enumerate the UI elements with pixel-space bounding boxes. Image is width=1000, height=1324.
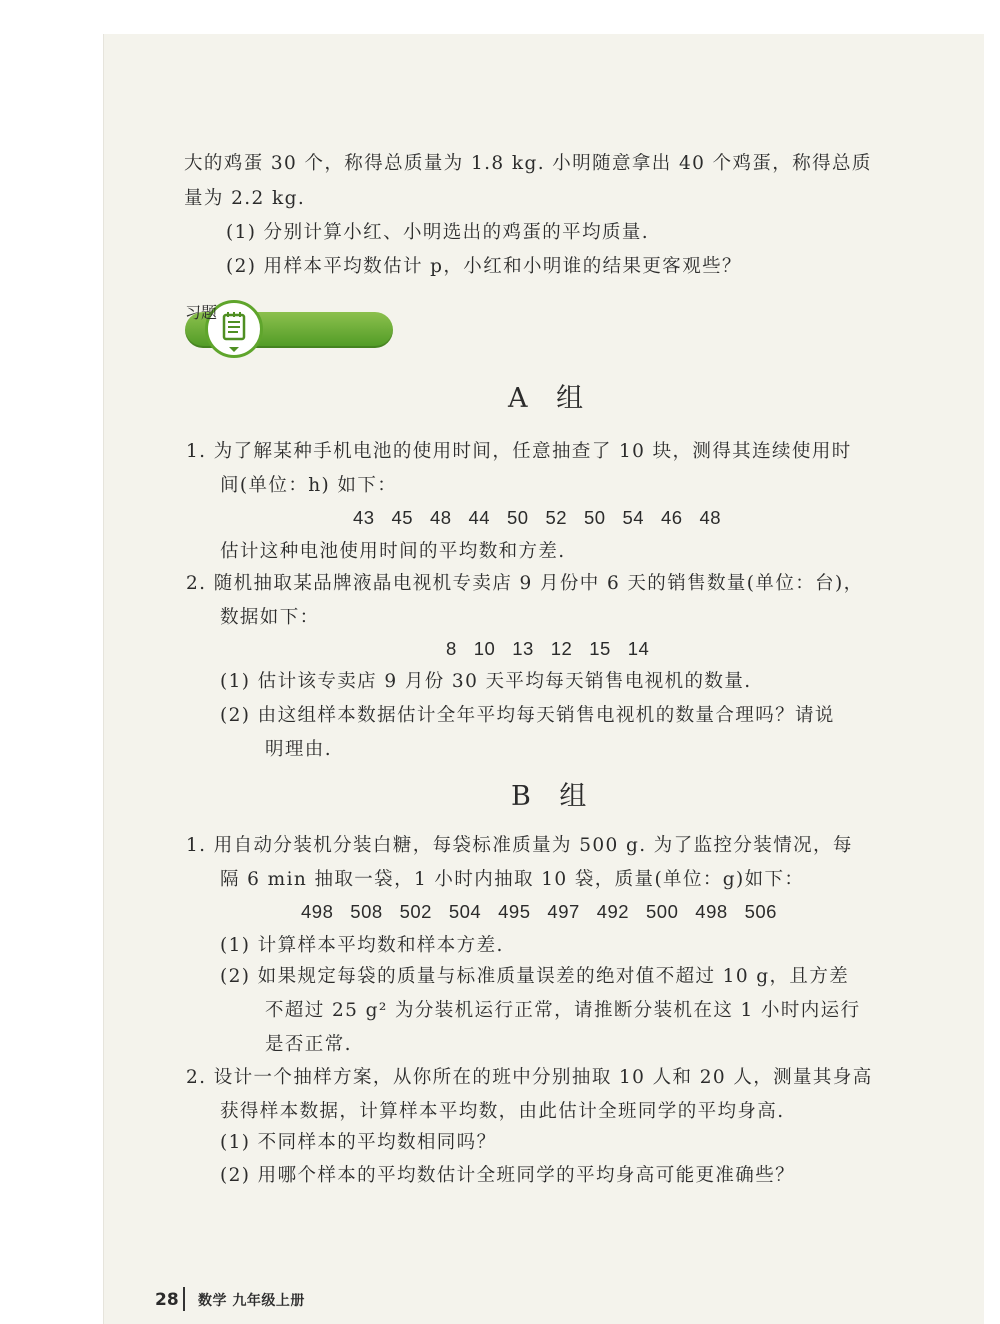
a2-line-2: 数据如下： [220,607,320,628]
b2-line-2: 获得样本数据，计算样本平均数，由此估计全班同学的平均身高. [220,1101,785,1122]
group-a-title: A 组 [508,383,594,414]
b1-data: 498 508 502 504 495 497 492 500 498 506 [301,901,777,922]
footer-divider [183,1287,185,1311]
group-b-title: B 组 [511,781,597,812]
a2-question-2-line-1: (2) 由这组样本数据估计全年平均每天销售电视机的数量合理吗？请说 [220,705,835,726]
a2-line-1: 2. 随机抽取某品牌液晶电视机专卖店 9 月份中 6 天的销售数量(单位：台)， [186,573,864,594]
a1-line-1: 1. 为了解某种手机电池的使用时间，任意抽查了 10 块，测得其连续使用时 [186,441,852,462]
intro-question-1: (1) 分别计算小红、小明选出的鸡蛋的平均质量. [226,222,650,243]
banner-label: 习题 [185,303,218,322]
b2-question-2: (2) 用哪个样本的平均数估计全班同学的平均身高可能更准确些？ [220,1165,795,1186]
b2-question-1: (1) 不同样本的平均数相同吗？ [220,1132,497,1153]
a2-data: 8 10 13 12 15 14 [446,638,650,659]
b2-line-1: 2. 设计一个抽样方案，从你所在的班中分别抽取 10 人和 20 人，测量其身高 [186,1067,873,1088]
intro-line-1: 大的鸡蛋 30 个，称得总质量为 1.8 kg. 小明随意拿出 40 个鸡蛋，称得总质 [184,153,872,174]
b1-line-2: 隔 6 min 抽取一袋，1 小时内抽取 10 袋，质量(单位：g)如下： [220,869,805,890]
a2-question-2-line-2: 明理由. [265,739,332,760]
b1-question-2-line-3: 是否正常. [265,1034,352,1055]
b1-line-1: 1. 用自动分装机分装白糖，每袋标准质量为 500 g. 为了监控分装情况，每 [186,835,853,856]
a1-line-2: 间(单位：h) 如下： [220,475,398,496]
a2-question-1: (1) 估计该专卖店 9 月份 30 天平均每天销售电视机的数量. [220,671,752,692]
b1-question-2-line-1: (2) 如果规定每袋的质量与标准质量误差的绝对值不超过 10 g，且方差 [220,966,850,987]
a1-data: 43 45 48 44 50 52 50 54 46 48 [353,507,722,528]
intro-line-2: 量为 2.2 kg. [184,188,306,209]
a1-line-3: 估计这种电池使用时间的平均数和方差. [220,541,566,562]
page-number: 28 [155,1290,179,1310]
intro-question-2: (2) 用样本平均数估计 p，小红和小明谁的结果更客观些？ [226,256,742,277]
b1-question-2-line-2: 不超过 25 g² 为分装机运行正常，请推断分装机在这 1 小时内运行 [265,1000,861,1021]
book-title: 数学 九年级上册 [198,1293,305,1309]
b1-question-1: (1) 计算样本平均数和样本方差. [220,935,504,956]
